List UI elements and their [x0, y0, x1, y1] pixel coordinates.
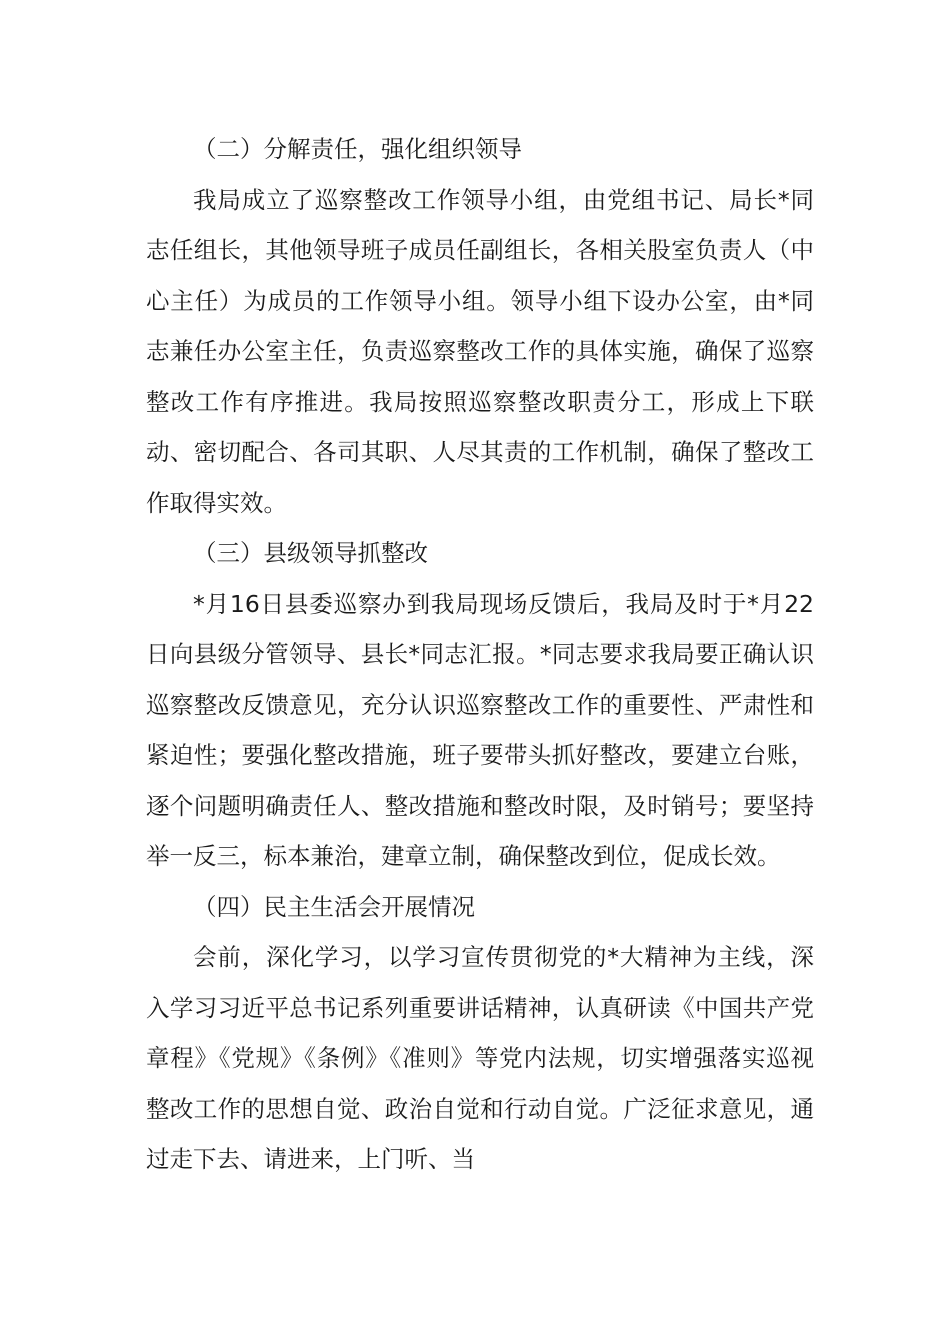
section-heading-2: （二）分解责任，强化组织领导: [193, 135, 522, 163]
section-heading-3: （三）县级领导抓整改: [193, 539, 428, 567]
body-paragraph-county-leader: *月16日县委巡察办到我局现场反馈后，我局及时于*月22日向县级分管领导、县长*同志汇报。*同志要求我局要正确认识巡察整改反馈意见，充分认识巡察整改工作的重要性、严肃性和紧迫性；要强化整改措施，班子要带头抓好整改，要建立台账，逐个问题明确责任人、整改措施和整改时限，及时销号；要坚持举一反三，标本兼治，建章立制，确保整改到位，促成长效。: [146, 589, 814, 870]
body-paragraph-leadership-group: 我局成立了巡察整改工作领导小组，由党组书记、局长*同志任组长，其他领导班子成员任副组长，各相关股室负责人（中心主任）为成员的工作领导小组。领导小组下设办公室，由*同志兼任办公室主任，负责巡察整改工作的具体实施，确保了巡察整改工作有序推进。我局按照巡察整改职责分工，形成上下联动、密切配合、各司其职、人尽其责的工作机制，确保了整改工作取得实效。: [146, 185, 814, 517]
document-body: [146, 124, 814, 1185]
body-paragraph-democratic-meeting: 会前，深化学习，以学习宣传贯彻党的*大精神为主线，深入学习习近平总书记系列重要讲话精神，认真研读《中国共产党章程》《党规》《条例》《准则》等党内法规，切实增强落实巡视整改工作的思想自觉、政治自觉和行动自觉。广泛征求意见，通过走下去、请进来，上门听、当: [146, 943, 814, 1173]
section-heading-4: （四）民主生活会开展情况: [193, 892, 475, 921]
